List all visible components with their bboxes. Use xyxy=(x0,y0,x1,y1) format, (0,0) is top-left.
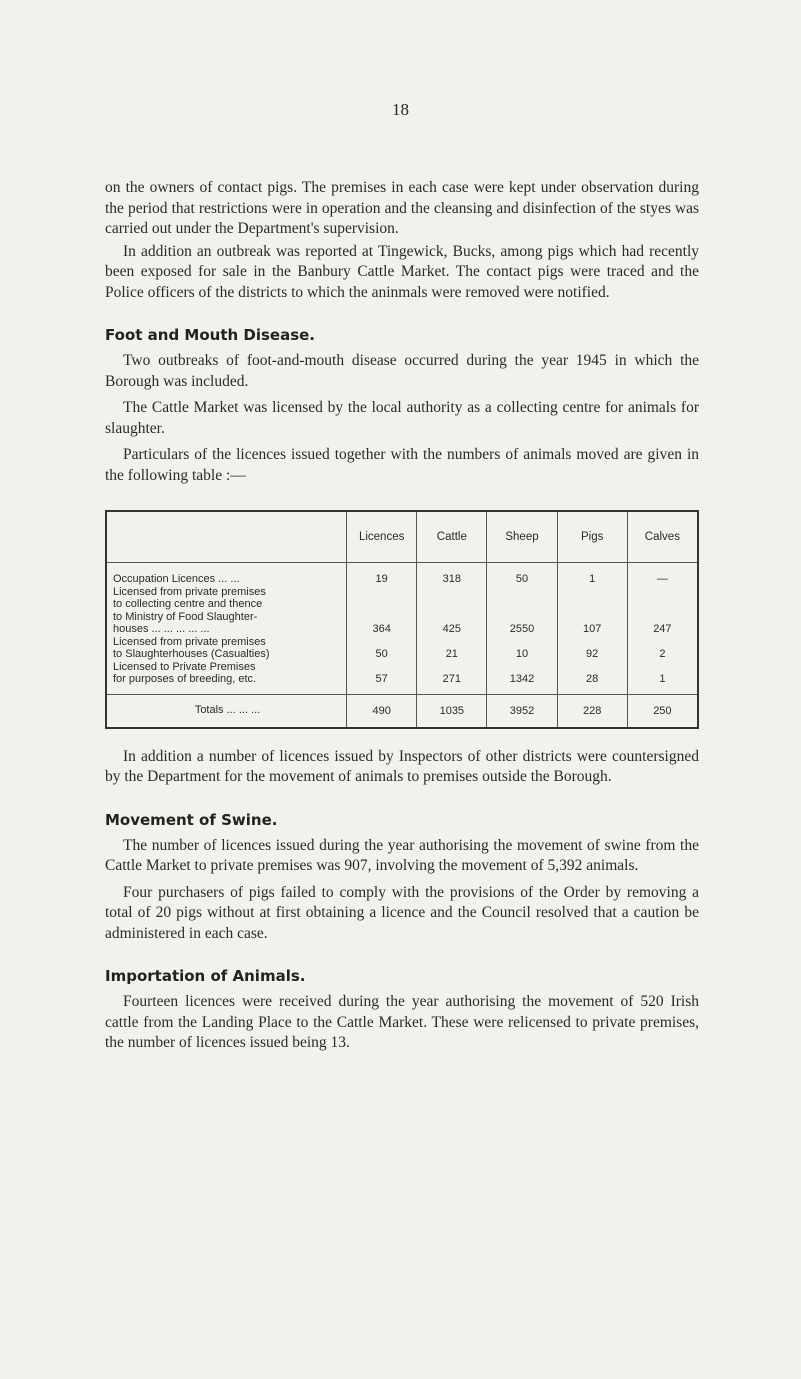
table-header-blank xyxy=(106,511,347,563)
paragraph: Two outbreaks of foot-and-mouth disease occurred during the year 1945 in which the Borough was included. xyxy=(105,352,699,390)
cell: 318 xyxy=(442,573,461,585)
row-descriptions xyxy=(106,563,347,695)
row-label: houses ... ... ... ... ... xyxy=(113,623,210,635)
cell: 364 xyxy=(372,623,391,635)
row-label: to Ministry of Food Slaughter- xyxy=(113,610,258,623)
row-label: Licensed from private premises xyxy=(113,635,266,648)
totals-label: Totals ... ... ... xyxy=(106,694,347,728)
column-calves xyxy=(627,563,698,695)
section-heading-foot-and-mouth: Foot and Mouth Disease. xyxy=(105,326,315,344)
cell: 50 xyxy=(375,648,388,660)
paragraph: Particulars of the licences issued together with the numbers of animals moved are given in the following table :— xyxy=(105,446,699,484)
paragraph: on the owners of contact pigs. The premises in each case were kept under observation during the period that restrictions were in operation and the cleansing and disinfection of the styes was carried out under the Department's supervision. xyxy=(105,179,699,237)
table-header: Licences xyxy=(347,511,417,563)
cell: 1 xyxy=(589,573,596,585)
table-header: Cattle xyxy=(417,511,487,563)
cell: 425 xyxy=(442,623,461,635)
cell: 57 xyxy=(375,673,388,685)
paragraph: The Cattle Market was licensed by the local authority as a collecting centre for animals for slaughter. xyxy=(105,399,699,437)
cell: 1 xyxy=(659,673,666,685)
table-row xyxy=(106,563,698,695)
row-label: to Slaughterhouses (Casualties) xyxy=(113,648,270,660)
paragraph: Fourteen licences were received during the year authorising the movement of 520 Irish cattle from the Landing Place to the Cattle Market. These were relicensed to private premises, the number of licences issued being 13. xyxy=(105,993,699,1051)
column-pigs xyxy=(557,563,627,695)
row-label: Licensed from private premises xyxy=(113,585,266,598)
cell: 50 xyxy=(515,573,529,585)
column-sheep xyxy=(487,563,557,695)
table-header-row xyxy=(106,511,698,563)
row-label: for purposes of breeding, etc. xyxy=(113,673,257,685)
cell: 271 xyxy=(442,673,461,685)
section-heading-movement-of-swine: Movement of Swine. xyxy=(105,810,278,829)
cell: 10 xyxy=(515,648,529,660)
column-cattle xyxy=(417,563,487,695)
row-label: Licensed to Private Premises xyxy=(113,660,256,673)
cell: 19 xyxy=(375,573,388,585)
cell: 1342 xyxy=(509,673,535,685)
cell: 21 xyxy=(445,648,458,660)
cell: 247 xyxy=(653,623,672,635)
paragraph: The number of licences issued during the year authorising the movement of swine from the Cattle Market to private premises was 907, involving the movement of 5,392 animals. xyxy=(105,836,699,874)
totals-row xyxy=(106,694,698,728)
document-body xyxy=(105,178,699,1054)
cell: 92 xyxy=(586,648,599,660)
section-heading-importation: Importation of Animals. xyxy=(105,967,306,985)
cell: — xyxy=(656,573,668,585)
paragraph: In addition a number of licences issued by Inspectors of other districts were countersigned by the Department for the movement of animals to premises outside the Borough. xyxy=(105,747,699,785)
total-cell: 3952 xyxy=(487,694,557,728)
table-header: Calves xyxy=(627,511,698,563)
paragraph: Four purchasers of pigs failed to comply with the provisions of the Order by removing a total of 20 pigs without at first obtaining a licence and the Council resolved that a caution be administered in each case. xyxy=(105,883,699,942)
cell: 107 xyxy=(582,623,602,635)
total-cell: 250 xyxy=(627,694,698,728)
column-licences xyxy=(347,563,417,695)
total-cell: 228 xyxy=(557,694,627,728)
table-header: Sheep xyxy=(487,511,557,563)
cell: 2550 xyxy=(509,623,535,635)
page-number: 18 xyxy=(392,100,409,119)
total-cell: 490 xyxy=(347,694,417,728)
cell: 28 xyxy=(586,673,599,685)
total-cell: 1035 xyxy=(417,694,487,728)
table-header: Pigs xyxy=(557,511,627,563)
licences-table xyxy=(105,510,699,729)
row-label: Occupation Licences ... ... xyxy=(113,573,240,585)
cell: 2 xyxy=(659,648,666,660)
paragraph: In addition an outbreak was reported at Tingewick, Bucks, among pigs which had recently been exposed for sale in the Banbury Cattle Market. The contact pigs were traced and the Police officers of the districts to which the aninmals were removed were notified. xyxy=(105,242,699,301)
row-label: to collecting centre and thence xyxy=(113,598,263,610)
